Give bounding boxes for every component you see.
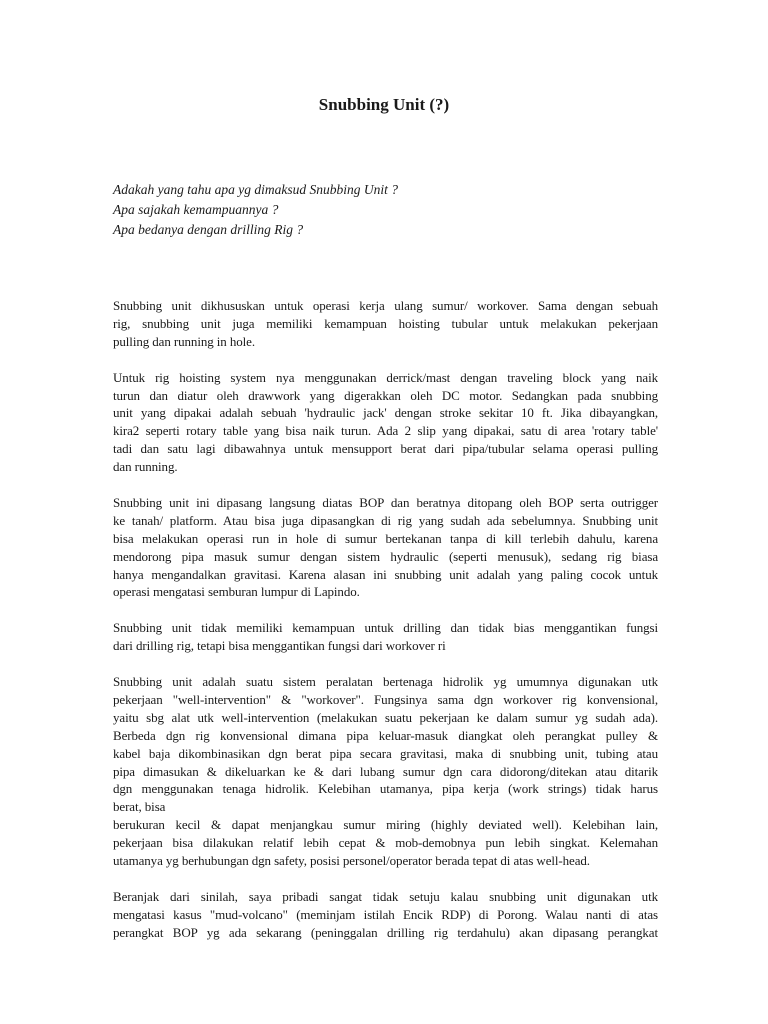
text-line: Untuk rig hoisting system nya menggunakan derrick/mast dengan traveling block yang naik [113, 369, 658, 385]
text-line: Berbeda dgn rig konvensional dimana pipa keluar-masuk diangkat oleh perangkat pulley & [113, 727, 658, 743]
text-line: rig, snubbing unit juga memiliki kemampuan hoisting tubular untuk melakukan pekerjaan [113, 315, 658, 331]
text-line: berat, bisa [113, 799, 166, 815]
text-line: pekerjaan "well-intervention" & "workover". Fungsinya sama dgn workover rig konvensional, [113, 692, 658, 708]
paragraph-6 [113, 888, 658, 942]
text-line: dgn menggunakan tenaga hidrolik. Kelebihan utamanya, pipa kerja (work strings) tidak harus [113, 781, 658, 797]
text-line: dan running. [113, 459, 178, 475]
paragraph-5 [113, 673, 658, 870]
text-line: Beranjak dari sinilah, saya pribadi sangat tidak setuju kalau snubbing unit digunakan utk [113, 888, 658, 904]
paragraph-1 [113, 297, 658, 351]
text-line: operasi mengatasi semburan lumpur di Lapindo. [113, 584, 360, 600]
text-line: utamanya yg berhubungan dgn safety, posisi personel/operator berada tepat di atas well-head. [113, 853, 590, 869]
document-body [113, 297, 658, 960]
text-line: pekerjaan bisa dilakukan relatif lebih cepat & mob-demobnya pun lebih singkat. Kelemahan [113, 835, 658, 851]
text-line: perangkat BOP yg ada sekarang (peninggalan drilling rig terdahulu) akan dipasang perangkat [113, 924, 658, 940]
text-line: Snubbing unit tidak memiliki kemampuan untuk drilling dan tidak bias menggantikan fungsi [113, 620, 658, 636]
document-title: Snubbing Unit (?) [318, 95, 450, 114]
question-list [113, 180, 658, 240]
text-line: Snubbing unit ini dipasang langsung diatas BOP dan beratnya ditopang oleh BOP serta outrigger [113, 495, 658, 511]
text-line: dari drilling rig, tetapi bisa menggantikan fungsi dari workover ri [113, 638, 446, 654]
text-line: unit yang dipakai adalah sebuah 'hydraulic jack' dengan stroke sekitar 10 ft. Jika dibayangkan, [113, 405, 658, 421]
text-line: mengatasi kasus "mud-volcano" (meminjam istilah Encik RDP) di Porong. Walau nanti di atas [113, 906, 658, 922]
text-line: tadi dan satu lagi dibawahnya untuk mensupport berat dari pipa/tubular selama operasi pulling [113, 441, 658, 457]
paragraph-4 [113, 619, 658, 655]
text-line: pulling dan running in hole. [113, 333, 255, 349]
text-line: pipa dimasukan & dikeluarkan ke & dari lubang sumur dgn cara didorong/ditekan atau ditarik [113, 763, 658, 779]
question-line: Apa sajakah kemampuannya ? [113, 202, 279, 217]
text-line: berukuran kecil & dapat menjangkau sumur miring (highly deviated well). Kelebihan lain, [113, 817, 658, 833]
question-line: Adakah yang tahu apa yg dimaksud Snubbing Unit ? [113, 182, 398, 197]
text-line: Snubbing unit adalah suatu sistem peralatan bertenaga hidrolik yg umumnya digunakan utk [113, 674, 658, 690]
paragraph-2 [113, 369, 658, 476]
text-line: yaitu sbg alat utk well-intervention (melakukan suatu pekerjaan ke dalam sumur yg sudah ada). [113, 709, 658, 725]
text-line: hanya mengandalkan gravitasi. Karena alasan ini snubbing unit adalah yang paling cocok untuk [113, 566, 658, 582]
text-line: ke tanah/ platform. Atau bisa juga dipasangkan di rig yang sudah ada sebelumnya. Snubbing unit [113, 512, 658, 528]
question-line: Apa bedanya dengan drilling Rig ? [113, 222, 304, 237]
text-line: turun dan diatur oleh drawwork yang digerakkan oleh DC motor. Sedangkan pada snubbing [113, 387, 658, 403]
text-line: bisa melakukan operasi run in hole di sumur bertekanan tanpa di kill terlebih dahulu, karena [113, 530, 658, 546]
text-line: mendorong pipa masuk sumur dengan sistem hydraulic (seperti menusuk), sedang rig biasa [113, 548, 658, 564]
text-line: kira2 seperti rotary table yang bisa naik turun. Ada 2 slip yang dipakai, satu di area 'rotary table' [113, 423, 658, 439]
text-line: kabel baja dikombinasikan dgn berat pipa secara gravitasi, maka di snubbing unit, tubing atau [113, 745, 658, 761]
text-line: Snubbing unit dikhususkan untuk operasi kerja ulang sumur/ workover. Sama dengan sebuah [113, 298, 658, 313]
paragraph-3 [113, 494, 658, 601]
